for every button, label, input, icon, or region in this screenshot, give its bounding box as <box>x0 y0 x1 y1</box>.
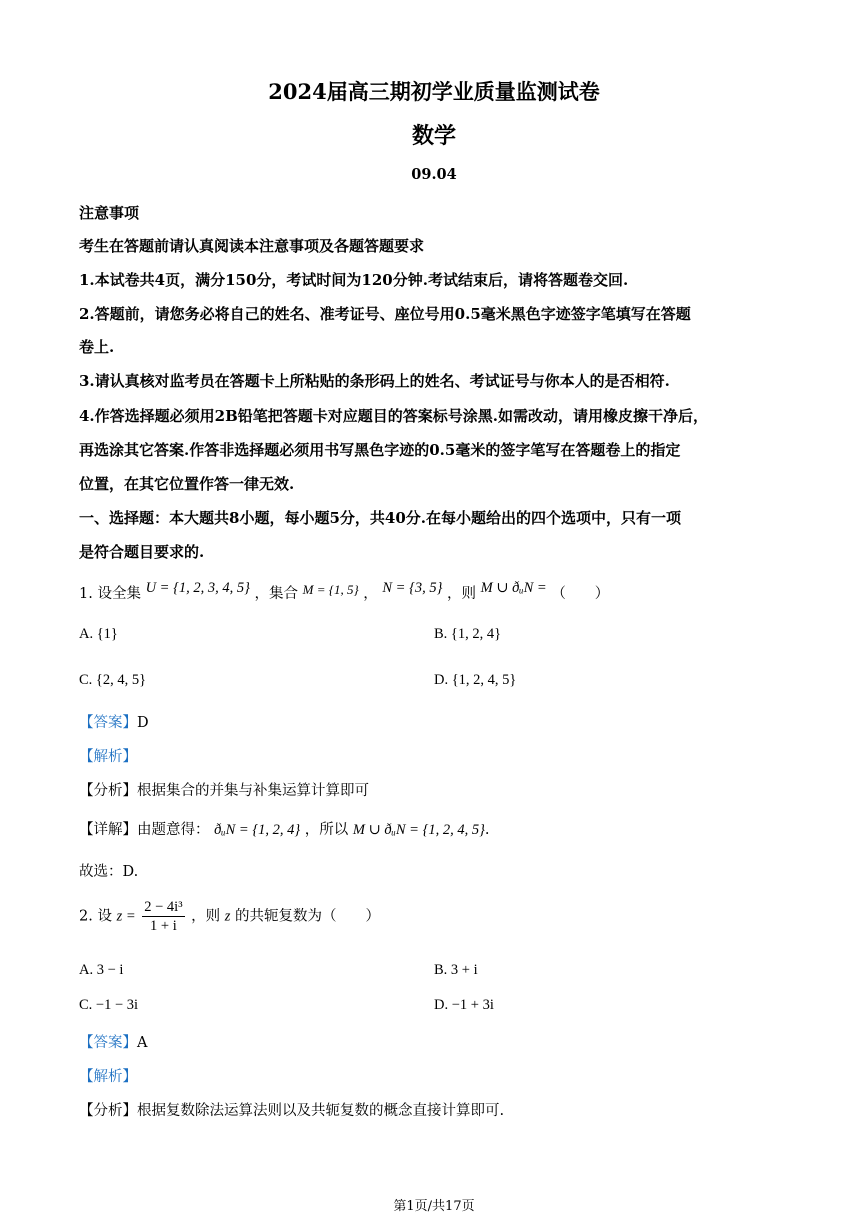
q1-answer-tag: 【答案】 <box>79 715 137 731</box>
q2-denominator: 1 + i <box>150 918 177 934</box>
q1-mid-text-2: ，则 <box>447 586 477 602</box>
q1-detail-expr-1: ðᵤN = {1, 2, 4} <box>214 822 301 838</box>
q2-option-d: D. −1 + 3i <box>434 997 494 1013</box>
section-1-heading-line-1: 一、选择题：本大题共8小题，每小题5分，共40分.在每小题给出的四个选项中，只有一项 <box>79 509 681 527</box>
q1-fenxi-text: 根据集合的并集与补集运算计算即可 <box>137 783 369 799</box>
exam-title: 2024届高三期初学业质量监测试卷 <box>268 79 600 104</box>
q2-answer-tag: 【答案】 <box>79 1035 137 1051</box>
notes-item-4-line-1: 4.作答选择题必须用2B铅笔把答题卡对应题目的答案标号涂黑.如需改动，请用橡皮擦干净后， <box>79 407 709 425</box>
question-2-stem <box>79 898 380 935</box>
q1-detail-text-c: . <box>484 822 490 838</box>
q2-mid-text: ，则 <box>191 908 221 925</box>
q1-prefix: 1. 设全集 <box>79 586 141 602</box>
q1-separator: ， <box>363 586 378 602</box>
q2-fraction <box>142 898 184 935</box>
q1-set-n: N = {3, 5} <box>382 580 443 596</box>
q1-set-m: M = {1, 5} <box>302 582 359 597</box>
q1-detail-text-b: ，所以 <box>304 822 349 838</box>
q1-expression: M ∪ ðᵤN = <box>480 580 547 596</box>
q2-z-lhs: z = <box>116 908 136 925</box>
q2-option-a: A. 3 − i <box>79 962 124 978</box>
q1-fenxi-tag: 【分析】 <box>79 783 137 799</box>
q1-option-c: C. {2, 4, 5} <box>79 672 147 688</box>
q1-detail-expr-2: M ∪ ðᵤN = {1, 2, 4, 5} <box>352 822 485 838</box>
q2-answer <box>79 1031 147 1052</box>
q1-detail <box>79 818 490 839</box>
q2-suffix: 的共轭复数为（ ） <box>235 908 381 925</box>
notes-item-2-line-2: 卷上. <box>79 338 115 356</box>
notes-item-2-line-1: 2.答题前，请您务必将自己的姓名、准考证号、座位号用0.5毫米黑色字迹签字笔填写在答题 <box>79 305 691 323</box>
q2-prefix: 2. 设 <box>79 908 112 925</box>
notes-item-1: 1.本试卷共4页，满分150分，考试时间为120分钟.考试结束后，请将答题卷交回. <box>79 271 629 289</box>
q2-option-b: B. 3 + i <box>434 962 478 978</box>
exam-subject: 数学 <box>411 123 456 149</box>
q2-numerator: 2 − 4i³ <box>144 899 183 915</box>
q1-mid-text-1: ，集合 <box>254 586 299 602</box>
q1-answer <box>79 711 149 732</box>
q1-detail-tag: 【详解】 <box>79 822 137 838</box>
q1-analysis-tag: 【解析】 <box>79 749 137 765</box>
exam-date: 09.04 <box>411 166 457 183</box>
q2-option-c: C. −1 − 3i <box>79 997 139 1013</box>
q2-fenxi <box>79 1099 504 1120</box>
q2-fenxi-tag: 【分析】 <box>79 1103 137 1119</box>
section-1-heading-line-2: 是符合题目要求的. <box>79 543 205 561</box>
q2-fenxi-text: 根据复数除法运算法则以及共轭复数的概念直接计算即可. <box>137 1103 505 1119</box>
q1-universal-set: U = {1, 2, 3, 4, 5} <box>145 580 250 596</box>
notes-item-4-line-2: 再选涂其它答案.作答非选择题必须用书写黑色字迹的0.5毫米的签字笔写在答题卷上的指定 <box>79 441 681 459</box>
q2-z-var: z <box>224 908 231 925</box>
q1-option-d: D. {1, 2, 4, 5} <box>434 672 517 688</box>
question-1-stem <box>79 582 609 603</box>
page-footer: 第1页/共17页 <box>393 1199 475 1214</box>
q1-option-b: B. {1, 2, 4} <box>434 626 502 642</box>
notes-intro: 考生在答题前请认真阅读本注意事项及各题答题要求 <box>79 237 425 255</box>
q1-fenxi <box>79 779 369 800</box>
notes-item-4-line-3: 位置，在其它位置作答一律无效. <box>79 475 295 493</box>
notes-heading: 注意事项 <box>79 204 140 222</box>
notes-item-3: 3.请认真核对监考员在答题卡上所粘贴的条形码上的姓名、考试证号与你本人的是否相符. <box>79 372 670 390</box>
q1-option-a: A. {1} <box>79 626 118 642</box>
q2-analysis-tag: 【解析】 <box>79 1069 137 1085</box>
q2-answer-value: A <box>137 1035 148 1051</box>
q1-paren: （ ） <box>551 586 610 602</box>
q1-answer-value: D <box>137 715 149 731</box>
q1-detail-text-a: 由题意得： <box>137 822 210 838</box>
q1-choose: 故选：D. <box>79 864 139 880</box>
